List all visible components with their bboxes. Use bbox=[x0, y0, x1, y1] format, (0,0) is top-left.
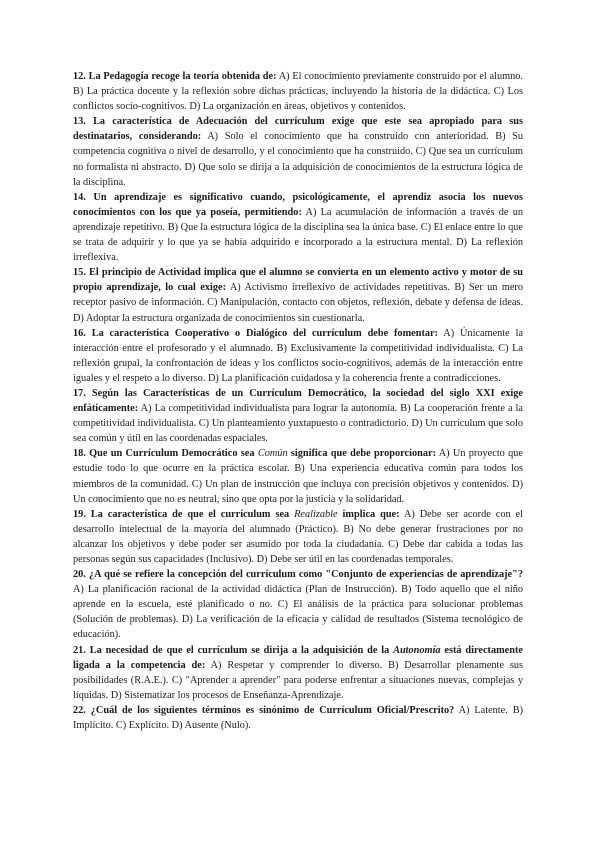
question-13 bbox=[73, 114, 523, 189]
answer-options: A) La competitividad individualista para lograr la autonomía. B) La cooperación frente a la competitividad individualista. C) Un planteamiento yuxtapuesto o contradictorio. D) Un currículum que solo sea común y útil en las coordenadas espaciales. bbox=[73, 403, 523, 445]
question-stem: 20. ¿A qué se refiere la concepción del currículum como "Conjunto de experiencias de aprendizaje"? bbox=[73, 569, 523, 581]
question-19 bbox=[73, 507, 523, 567]
question-stem-end: está directamente ligada a la competencia de: bbox=[73, 644, 523, 671]
question-stem: 16. La característica Cooperativo o Dialógico del currículum debe fomentar: bbox=[73, 327, 439, 339]
question-stem: 18. Que un Currículum Democrático sea bbox=[73, 448, 258, 460]
answer-options: A) Un proyecto que estudie todo lo que ocurre en la práctica escolar. B) Una experiencia educativa común para todos los miembros de la comunidad. C) Un plan de instrucción que incluya con precisión objetivos y contenidos. D) Un conocimiento que no es neutral, sino que opta por la justicia y la solidaridad. bbox=[73, 448, 524, 505]
answer-options: A) Únicamente la interacción entre el profesorado y el alumnado. B) Exclusivamente la competitividad individualista. C) La reflexión grupal, la confrontación de ideas y los conflictos socio-cognitivos, además de la interacción entre iguales y el respeto a lo diverso. D) La planificación cuidadosa y la coherencia frente a contradicciones. bbox=[73, 327, 523, 384]
question-12 bbox=[73, 69, 523, 114]
question-stem: 21. La necesidad de que el currículum se dirija a la adquisición de la bbox=[73, 644, 394, 656]
question-20 bbox=[73, 567, 523, 642]
answer-options: A) La acumulación de información a través de un aprendizaje repetitivo. B) Que la estructura lógica de la disciplina sea la única base. C) El enlace entre lo que se trata de adquirir y lo que ya se había adquirido e incorporado a la estructura mental. D) La reflexión irreflexiva. bbox=[73, 206, 523, 264]
question-stem: 15. El principio de Actividad implica que el alumno se convierta en un elemento activo y motor de su propio aprendizaje, lo cual exige: bbox=[73, 267, 523, 294]
question-22 bbox=[73, 703, 523, 733]
question-term: Autonomía bbox=[393, 644, 441, 656]
question-stem: 22. ¿Cuál de los siguientes términos es sinónimo de Currículum Oficial/Prescrito? bbox=[73, 704, 455, 716]
question-stem: 12. La Pedagogía recoge la teoría obtenida de: bbox=[73, 71, 277, 82]
question-15 bbox=[73, 265, 523, 325]
question-17 bbox=[73, 386, 523, 446]
answer-options: A) Respetar y comprender lo diverso. B) Desarrollar plenamente sus posibilidades (R.A.E.). C) "Aprender a aprender" para poderse enfrentar a situaciones nuevas, complejas y líquidas. D) Sistematizar los procesos de Enseñanza-Aprendizaje. bbox=[73, 659, 523, 701]
answer-options: A) Debe ser acorde con el desarrollo intelectual de la mayoría del alumnado (Práctico). B) No debe generar frustraciones por no alcanzar los objetivos y debe poder ser asumido por toda la ciudadanía. C) Debe dar cabida a todas las personas según sus capacidades (Inclusivo). D) Debe ser útil en las coordenadas temporales. bbox=[73, 508, 523, 565]
question-14 bbox=[73, 190, 523, 265]
question-stem: 17. Según las Características de un Currículum Democrático, la sociedad del siglo XXI exige enfáticamente: bbox=[73, 387, 523, 415]
answer-options: A) El conocimiento previamente construido por el alumno. B) La práctica docente y la reflexión sobre dichas prácticas, incluyendo la historia de la didáctica. C) Los conflictos socio-cognitivos. D) La organización en áreas, objetivos y contenidos. bbox=[73, 71, 523, 113]
question-term: Común bbox=[257, 448, 288, 460]
question-21 bbox=[73, 643, 523, 703]
question-18 bbox=[73, 446, 523, 506]
answer-options: A) La planificación racional de la actividad didáctica (Plan de Instrucción). B) Todo aquello que el niño aprende en la escuela, esté planificado o no. C) El análisis de la práctica para solucionar problemas (Solución de problemas). D) La verificación de la eficacia y calidad de resultados (Sistema tecnológico de educación). bbox=[73, 584, 523, 641]
answer-options: A) Latente. B) Implícito. C) Explícito. D) Ausente (Nulo). bbox=[73, 704, 523, 732]
answer-options: A) Activismo irreflexivo de actividades repetitivas. B) Ser un mero receptor pasivo de información. C) Manipulación, contacto con objetos, reflexión, debate y defensa de ideas. D) Adoptar la estructura organizada de conocimientos sin cuestionarla. bbox=[73, 282, 523, 324]
question-stem: 13. La característica de Adecuación del currículum exige que este sea apropiado para sus destinatarios, considerando: bbox=[73, 116, 523, 143]
question-stem: 19. La característica de que el currículum sea bbox=[73, 508, 295, 520]
question-term: Realizable bbox=[294, 508, 338, 520]
document-page bbox=[73, 69, 523, 733]
question-stem-end: significa que debe proporcionar: bbox=[287, 448, 437, 460]
question-stem-end: implica que: bbox=[337, 508, 400, 520]
question-16 bbox=[73, 326, 523, 386]
question-stem: 14. Un aprendizaje es significativo cuando, psicológicamente, el aprendiz asocia los nuevos conocimientos con los que ya poseía, permitiendo: bbox=[73, 191, 523, 218]
answer-options: A) Solo el conocimiento que ha construido con anterioridad. B) Su competencia cognitiva o nivel de desarrollo, y el conocimiento que ha construido. C) Que sea un currículum no formalista ni abstracto. D) Que solo se dirija a la adquisición de conocimientos de la estructura lógica de la disciplina. bbox=[73, 131, 523, 188]
